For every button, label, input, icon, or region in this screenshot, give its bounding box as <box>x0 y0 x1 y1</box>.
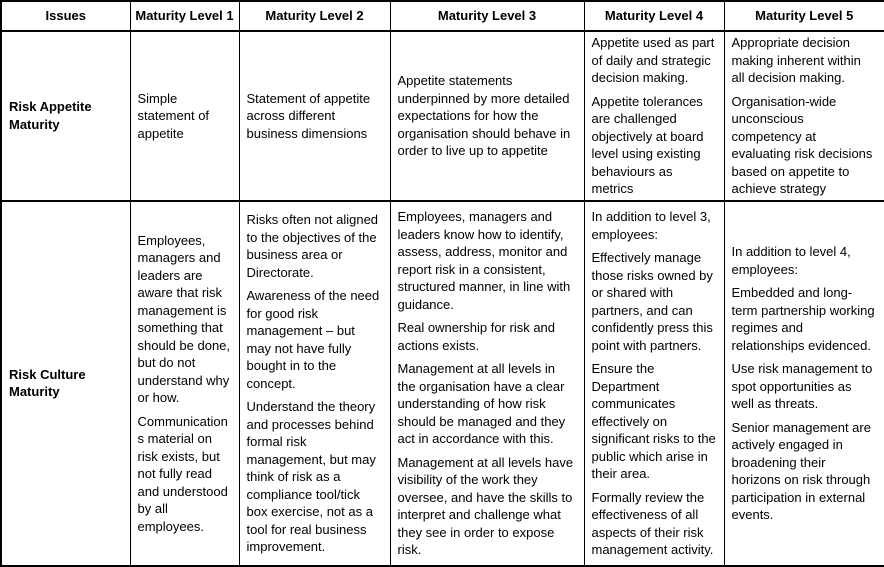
cell-paragraph: Simple statement of appetite <box>137 90 210 141</box>
cell-paragraph: Real ownership for risk and actions exists. <box>397 320 556 353</box>
cell-paragraph: Senior management are actively engaged in broadening their horizons on risk through participation in external events. <box>731 419 871 522</box>
cell-paragraph: Communications material on risk exists, but not fully read and understood by all employees. <box>137 413 228 534</box>
cell-appetite-level-1 <box>130 31 239 201</box>
cell-culture-level-3 <box>390 201 584 567</box>
column-header-maturity-level-2: Maturity Level 2 <box>239 1 390 31</box>
cell-paragraph: Organisation-wide unconscious competency at evaluating risk decisions based on appetite to achieve strategy <box>731 93 873 196</box>
cell-culture-level-1 <box>130 201 239 567</box>
cell-paragraph: Employees, managers and leaders know how to identify, assess, address, monitor and report risk in a consistent, structured manner, in line with guidance. <box>397 209 571 312</box>
table-row-risk-appetite-maturity <box>1 31 884 201</box>
cell-culture-level-4 <box>584 201 724 567</box>
cell-paragraph: Appetite statements underpinned by more detailed expectations for how the organisation should behave in order to live up to appetite <box>397 73 571 158</box>
cell-paragraph: Appropriate decision making inherent within all decision making. <box>731 35 861 85</box>
cell-paragraph: Statement of appetite across different business dimensions <box>246 90 371 141</box>
cell-paragraph: Understand the theory and processes behind formal risk management, but may think of risk as a compliance tool/tick box exercise, not as a tool for real business improvement. <box>246 399 376 554</box>
cell-paragraph: Employees, managers and leaders are aware that risk management is something that should be done, but do not understand why or how. <box>137 232 231 405</box>
cell-paragraph: Management at all levels have visibility of the work they oversee, and have the skills to interpret and challenge what they see in order to expose risk. <box>397 454 574 557</box>
column-header-maturity-level-4: Maturity Level 4 <box>584 1 724 31</box>
column-header-issues: Issues <box>1 1 130 31</box>
cell-culture-level-5 <box>724 201 884 567</box>
cell-paragraph: Ensure the Department communicates effectively on significant risks to the public which arise in their area. <box>591 361 716 481</box>
row-label-risk-culture-maturity: Risk Culture Maturity <box>1 201 130 567</box>
cell-paragraph: Formally review the effectiveness of all aspects of their risk management activity. <box>591 489 714 557</box>
cell-paragraph: Management at all levels in the organisation have a clear understanding of how risk should be managed and they act in accordance with this. <box>397 361 566 446</box>
cell-paragraph: Appetite tolerances are challenged objectively at board level using existing behaviours as metrics <box>591 93 704 196</box>
cell-appetite-level-5 <box>724 31 884 201</box>
cell-appetite-level-3 <box>390 31 584 201</box>
cell-paragraph: Effectively manage those risks owned by or shared with partners, and can confidently press this point with partners. <box>591 250 713 353</box>
cell-paragraph: Embedded and long-term partnership working regimes and relationships evidenced. <box>731 285 875 353</box>
column-header-maturity-level-1: Maturity Level 1 <box>130 1 239 31</box>
cell-culture-level-2 <box>239 201 390 567</box>
cell-paragraph: Appetite used as part of daily and strategic decision making. <box>591 35 715 85</box>
cell-paragraph: In addition to level 4, employees: <box>731 244 851 277</box>
cell-paragraph: In addition to level 3, employees: <box>591 209 711 242</box>
cell-appetite-level-4 <box>584 31 724 201</box>
row-label-risk-appetite-maturity: Risk Appetite Maturity <box>1 31 130 201</box>
cell-paragraph: Risks often not aligned to the objectives of the business area or Directorate. <box>246 212 379 280</box>
column-header-maturity-level-3: Maturity Level 3 <box>390 1 584 31</box>
cell-paragraph: Use risk management to spot opportunities as well as threats. <box>731 361 873 411</box>
column-header-maturity-level-5: Maturity Level 5 <box>724 1 884 31</box>
header-row <box>1 1 884 31</box>
cell-appetite-level-2 <box>239 31 390 201</box>
cell-paragraph: Awareness of the need for good risk management – but may not have fully bought in to the concept. <box>246 288 380 391</box>
table-row-risk-culture-maturity <box>1 201 884 567</box>
